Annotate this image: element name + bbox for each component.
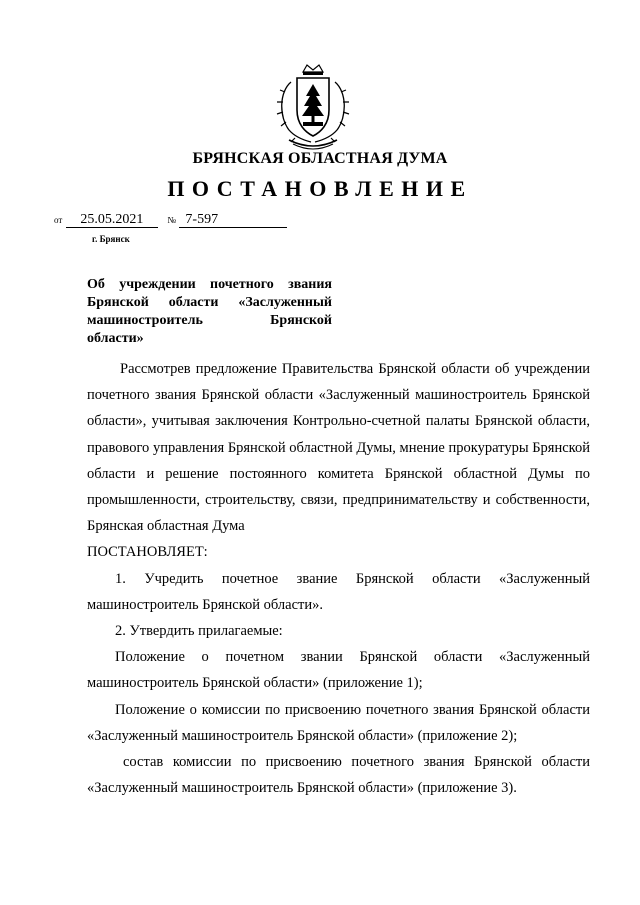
document-number: 7-597 xyxy=(179,213,287,228)
subject-line: Об учреждении почетного звания xyxy=(87,277,332,292)
preamble-paragraph: Рассмотрев предложение Правительства Брянской области об учреждении почетного звания Брянской области «Заслуженный машиностроитель Брянской области», учитывая заключения Контрольно-счетной палаты Брянской области, правового управления Брянской областной Думы, мнение прокуратуры Брянской области и решение постоянного комитета Брянской областной Думы по промышленности, строительству, связи, предпринимательству и собственности, Брянская областная Дума xyxy=(87,361,590,535)
appendix-1-item: Положение о почетном звании Брянской области «Заслуженный машиностроитель Брянской области» (приложение 1); xyxy=(87,649,590,692)
subject-line: машиностроитель Брянской xyxy=(87,313,332,328)
clause-1: 1. Учредить почетное звание Брянской области «Заслуженный машиностроитель Брянской области». xyxy=(87,570,590,613)
document-city: г. Брянск xyxy=(92,234,130,244)
appendix-2-item: Положение о комиссии по присвоению почетного звания Брянской области «Заслуженный машиностроитель Брянской области» (приложение 2); xyxy=(87,701,590,744)
document-subject xyxy=(87,276,332,348)
coat-of-arms-icon xyxy=(273,62,353,150)
clause-2: 2. Утвердить прилагаемые: xyxy=(115,623,283,640)
appendix-3-item: состав комиссии по присвоению почетного звания Брянской области «Заслуженный машиностроитель Брянской области» (приложение 3). xyxy=(87,754,590,797)
organization-name: БРЯНСКАЯ ОБЛАСТНАЯ ДУМА xyxy=(192,150,448,167)
registration-line xyxy=(54,212,287,228)
subject-line: Брянской области «Заслуженный xyxy=(87,295,332,310)
document-type: ПОСТАНОВЛЕНИЕ xyxy=(167,176,473,201)
resolves-heading: ПОСТАНОВЛЯЕТ: xyxy=(87,544,208,561)
document-date: 25.05.2021 xyxy=(66,213,158,228)
subject-line: области» xyxy=(87,331,144,346)
document-body xyxy=(87,356,590,801)
date-prefix: от xyxy=(54,215,63,225)
number-prefix: № xyxy=(167,215,176,225)
